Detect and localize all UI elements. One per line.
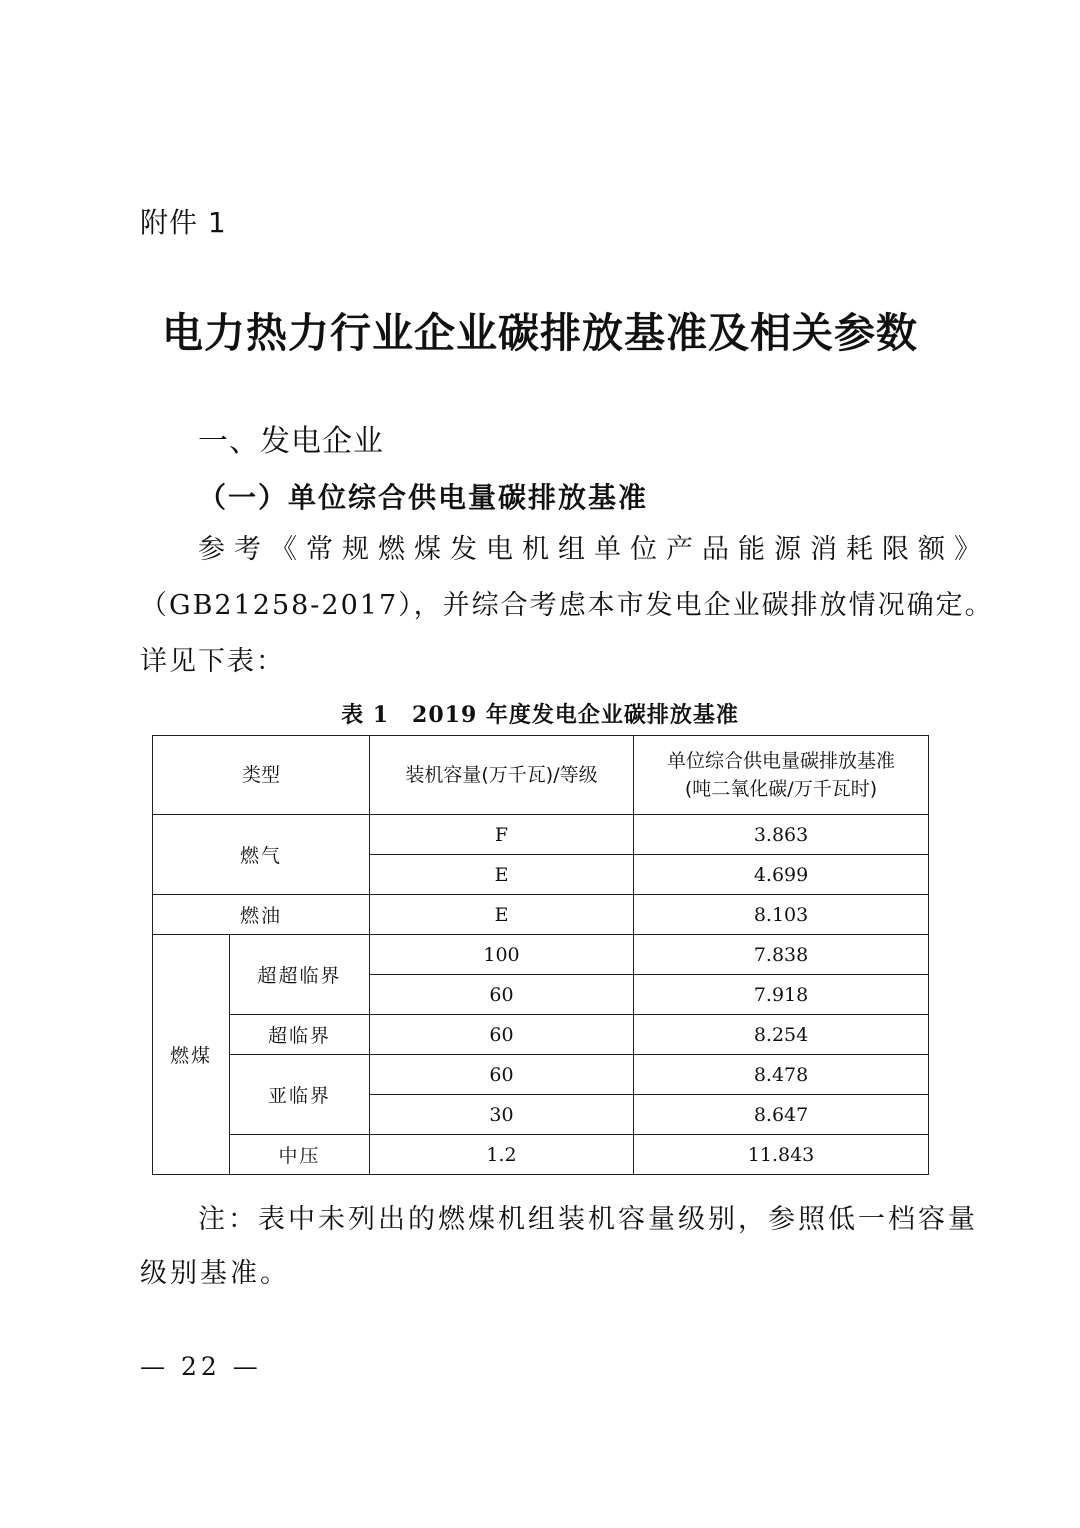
paragraph-line: 参考《常规燃煤发电机组单位产品能源消耗限额》 <box>198 534 990 565</box>
benchmark-cell: 7.838 <box>634 935 929 975</box>
subcategory-subcritical: 亚临界 <box>230 1055 370 1135</box>
benchmark-table <box>152 735 929 1175</box>
subcategory-supercritical: 超临界 <box>230 1015 370 1055</box>
note-line: 级别基准。 <box>140 1258 290 1289</box>
capacity-cell: F <box>370 815 634 855</box>
benchmark-cell: 8.647 <box>634 1095 929 1135</box>
table-caption: 表 1 2019 年度发电企业碳排放基准 <box>341 702 739 728</box>
table-row <box>153 935 929 975</box>
capacity-cell: 100 <box>370 935 634 975</box>
paragraph-line: （GB21258-2017），并综合考虑本市发电企业碳排放情况确定。 <box>140 590 994 621</box>
header-benchmark <box>634 736 929 815</box>
benchmark-cell: 3.863 <box>634 815 929 855</box>
header-capacity: 装机容量(万千瓦)/等级 <box>370 736 634 815</box>
benchmark-cell: 11.843 <box>634 1135 929 1175</box>
benchmark-cell: 8.254 <box>634 1015 929 1055</box>
page-number: — 22 — <box>140 1352 262 1381</box>
table-row <box>153 895 929 935</box>
document-title: 电力热力行业企业碳排放基准及相关参数 <box>162 309 918 357</box>
note-line: 注：表中未列出的燃煤机组装机容量级别，参照低一档容量 <box>198 1204 978 1235</box>
capacity-cell: 60 <box>370 1055 634 1095</box>
section-heading: 一、发电企业 <box>198 424 384 459</box>
subcategory-ultra-supercritical: 超超临界 <box>230 935 370 1015</box>
table-row <box>153 815 929 855</box>
table-row <box>153 1055 929 1095</box>
category-coal: 燃煤 <box>153 935 230 1175</box>
capacity-cell: E <box>370 895 634 935</box>
benchmark-cell: 4.699 <box>634 855 929 895</box>
benchmark-cell: 7.918 <box>634 975 929 1015</box>
header-type: 类型 <box>153 736 370 815</box>
subcategory-medium-pressure: 中压 <box>230 1135 370 1175</box>
capacity-cell: 1.2 <box>370 1135 634 1175</box>
category-oil: 燃油 <box>153 895 370 935</box>
capacity-cell: E <box>370 855 634 895</box>
paragraph-line: 详见下表： <box>140 646 285 677</box>
category-gas: 燃气 <box>153 815 370 895</box>
attachment-label: 附件 1 <box>140 206 227 239</box>
capacity-cell: 60 <box>370 1015 634 1055</box>
table-row <box>153 1015 929 1055</box>
capacity-cell: 30 <box>370 1095 634 1135</box>
benchmark-cell: 8.478 <box>634 1055 929 1095</box>
header-benchmark-line1: 单位综合供电量碳排放基准 <box>667 750 896 772</box>
table-header-row <box>153 736 929 815</box>
table-row <box>153 1135 929 1175</box>
sub-heading: （一）单位综合供电量碳排放基准 <box>198 481 649 514</box>
capacity-cell: 60 <box>370 975 634 1015</box>
header-benchmark-line2: (吨二氧化碳/万千瓦时) <box>684 778 878 800</box>
benchmark-cell: 8.103 <box>634 895 929 935</box>
